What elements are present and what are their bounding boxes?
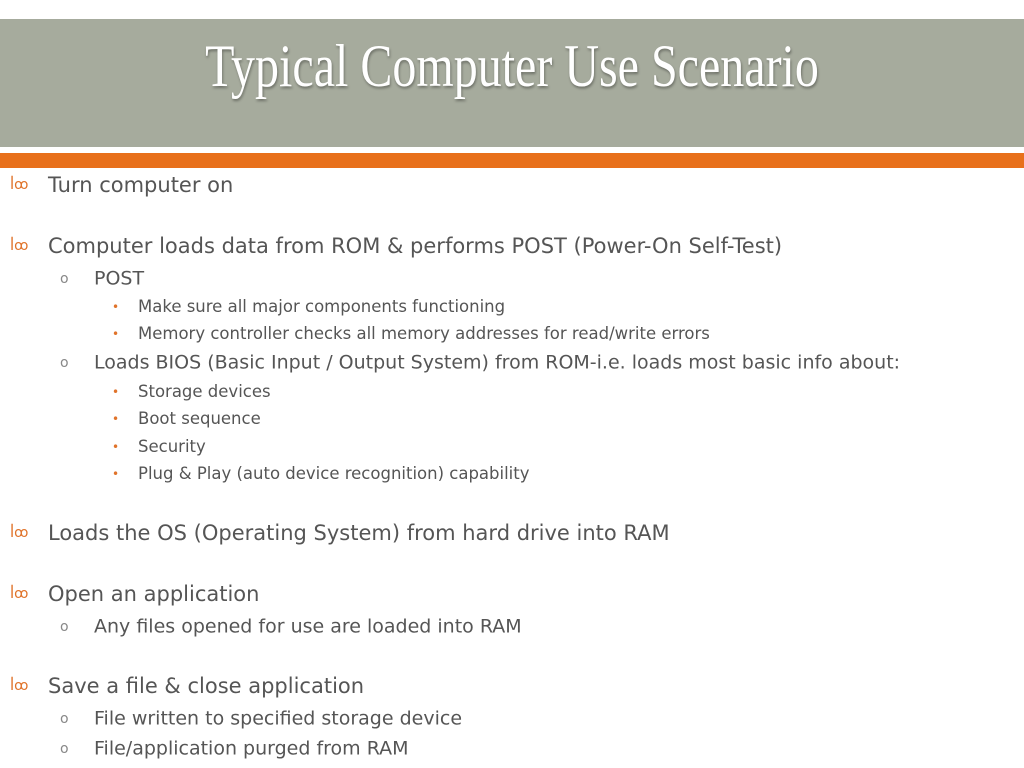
bullet-item	[112, 463, 530, 483]
level3-bullet-icon: •	[112, 411, 120, 426]
bullet-text: Computer loads data from ROM & performs POST (Power-On Self-Test)	[48, 234, 783, 258]
bullet-item	[60, 351, 900, 374]
level2-bullet-icon: o	[60, 740, 69, 757]
bullet-text: Boot sequence	[138, 409, 261, 428]
accent-bar	[0, 153, 1024, 168]
bullet-item	[112, 436, 206, 456]
bullet-item	[112, 381, 271, 401]
bullet-text: File written to specified storage device	[94, 707, 463, 730]
level3-bullet-icon: •	[112, 299, 120, 314]
bullet-item	[112, 296, 505, 316]
bullet-text: Security	[138, 437, 206, 456]
bullet-text: Memory controller checks all memory addresses for read/write errors	[138, 324, 710, 343]
level3-bullet-icon: •	[112, 439, 120, 454]
bullet-text: Any files opened for use are loaded into RAM	[94, 615, 522, 638]
level2-bullet-icon: o	[60, 354, 69, 371]
bullet-item	[60, 737, 409, 760]
level2-bullet-icon: o	[60, 270, 69, 287]
level2-bullet-icon: o	[60, 618, 69, 635]
bullet-text: Storage devices	[138, 382, 271, 401]
slide-title: Typical Computer Use Scenario	[205, 33, 819, 99]
bullet-item	[112, 323, 710, 343]
bullet-text: Loads the OS (Operating System) from hard drive into RAM	[48, 521, 670, 545]
bullet-item	[10, 520, 670, 545]
level2-bullet-icon: o	[60, 710, 69, 727]
bullet-text: File/application purged from RAM	[94, 737, 409, 760]
bullet-text: Save a file & close application	[48, 674, 365, 698]
bullet-text: POST	[94, 267, 145, 290]
level1-bullet-icon: ꟾꝏ	[10, 238, 29, 254]
level1-bullet-icon: ꟾꝏ	[10, 678, 29, 694]
bullet-item	[60, 707, 462, 730]
bullet-item	[10, 673, 364, 698]
level1-bullet-icon: ꟾꝏ	[10, 525, 29, 541]
bullet-text: Loads BIOS (Basic Input / Output System) from ROM-i.e. loads most basic info about:	[94, 351, 901, 374]
level3-bullet-icon: •	[112, 384, 120, 399]
bullet-item	[10, 581, 259, 606]
level1-bullet-icon: ꟾꝏ	[10, 586, 29, 602]
level1-bullet-icon: ꟾꝏ	[10, 177, 29, 193]
bullet-text: Make sure all major components functioning	[138, 297, 506, 316]
bullet-item	[10, 233, 782, 258]
bullet-item	[10, 172, 233, 197]
bullet-item	[60, 267, 144, 290]
bullet-item	[60, 615, 522, 638]
bullet-item	[112, 408, 261, 428]
bullet-text: Turn computer on	[48, 173, 234, 197]
level3-bullet-icon: •	[112, 466, 120, 481]
bullet-text: Open an application	[48, 582, 260, 606]
level3-bullet-icon: •	[112, 326, 120, 341]
bullet-text: Plug & Play (auto device recognition) capability	[138, 464, 530, 483]
